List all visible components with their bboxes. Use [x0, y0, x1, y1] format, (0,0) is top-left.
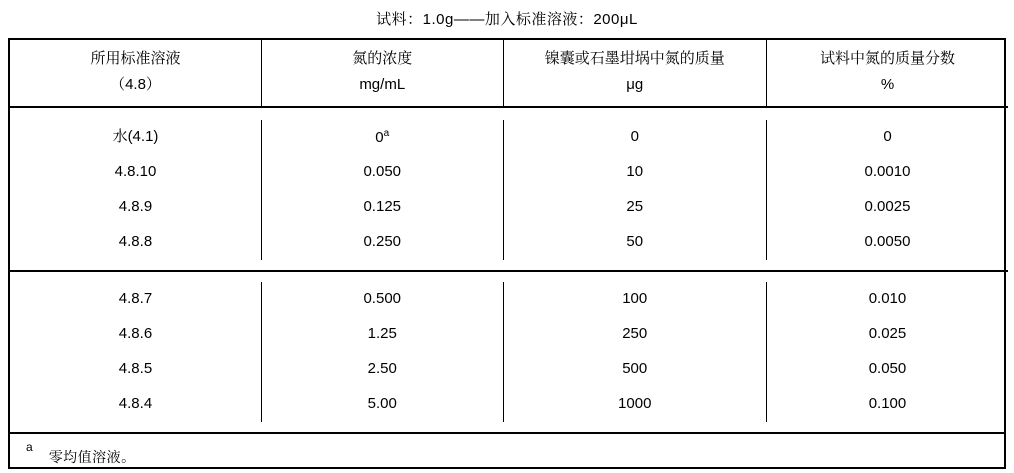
spacer-cell [261, 271, 503, 282]
header-line-2: （4.8） [110, 76, 161, 94]
table-row [10, 282, 1008, 317]
footnote-ref: a [383, 127, 390, 139]
cell-nitrogen-mass: 25 [503, 190, 766, 225]
header-line-1: 试料中氮的质量分数 [819, 50, 955, 67]
spacer-cell [10, 271, 261, 282]
cell-concentration: 0.250 [261, 225, 503, 260]
spacer-cell [766, 422, 1008, 432]
table-row [10, 120, 1008, 155]
data-table-container [8, 38, 1006, 469]
spacer-cell [261, 260, 503, 270]
cell-mass-fraction: 0.100 [868, 395, 907, 413]
cell-standard-solution: 4.8.10 [10, 155, 261, 190]
spacer-cell [261, 422, 503, 432]
table-row [10, 352, 1008, 387]
cell-concentration: 0.125 [261, 190, 503, 225]
header-cell-nitrogen-mass [503, 40, 766, 107]
table-row [10, 155, 1008, 190]
cell-mass-fraction: 0.010 [868, 290, 907, 308]
cell-nitrogen-mass: 1000 [503, 387, 766, 422]
header-line-2: mg/mL [359, 76, 406, 94]
spacer-row [10, 422, 1008, 432]
table-row [10, 225, 1008, 260]
spacer-row [10, 271, 1008, 282]
cell-standard-solution: 4.8.5 [10, 352, 261, 387]
spacer-cell [10, 107, 261, 120]
spacer-cell [503, 260, 766, 270]
cell-value: 0 [375, 128, 384, 146]
header-line-2: μg [626, 76, 644, 94]
spacer-cell [766, 271, 1008, 282]
header-cell-mass-fraction [766, 40, 1008, 107]
cell-concentration [261, 120, 503, 155]
table-row [10, 317, 1008, 352]
table-row [10, 387, 1008, 422]
cell-standard-solution: 4.8.9 [10, 190, 261, 225]
cell-standard-solution: 4.8.4 [10, 387, 261, 422]
cell-concentration: 0.050 [261, 155, 503, 190]
header-cell-standard-solution [10, 40, 261, 107]
cell-nitrogen-mass: 250 [503, 317, 766, 352]
cell-mass-fraction: 0.050 [868, 360, 907, 378]
header-cell-nitrogen-concentration [261, 40, 503, 107]
cell-standard-solution: 水(4.1) [10, 120, 261, 155]
cell-concentration: 2.50 [261, 352, 503, 387]
spacer-cell [766, 260, 1008, 270]
spacer-cell [503, 107, 766, 120]
header-line-1: 镍囊或石墨坩埚中氮的质量 [544, 50, 725, 67]
cell-nitrogen-mass: 100 [503, 282, 766, 317]
spacer-cell [503, 271, 766, 282]
cell-mass-fraction: 0 [883, 128, 892, 146]
cell-standard-solution: 4.8.8 [10, 225, 261, 260]
table-header-row [10, 40, 1008, 107]
spacer-row [10, 107, 1008, 120]
cell-concentration: 0.500 [261, 282, 503, 317]
header-line-1: 所用标准溶液 [90, 50, 181, 67]
cell-standard-solution: 4.8.7 [10, 282, 261, 317]
cell-nitrogen-mass: 10 [503, 155, 766, 190]
table-row [10, 190, 1008, 225]
cell-concentration: 1.25 [261, 317, 503, 352]
spacer-cell [261, 107, 503, 120]
table-footnote [10, 432, 1004, 468]
cell-nitrogen-mass: 0 [503, 120, 766, 155]
data-table [10, 40, 1008, 432]
header-line-2: % [880, 76, 895, 94]
spacer-cell [766, 107, 1008, 120]
spacer-cell [10, 260, 261, 270]
cell-mass-fraction: 0.0050 [864, 233, 911, 251]
cell-standard-solution: 4.8.6 [10, 317, 261, 352]
table-caption: 试料：1.0g——加入标准溶液：200μL [376, 11, 638, 28]
cell-mass-fraction: 0.025 [868, 325, 907, 343]
spacer-cell [503, 422, 766, 432]
cell-nitrogen-mass: 500 [503, 352, 766, 387]
header-line-1: 氮的浓度 [352, 50, 413, 67]
spacer-cell [10, 422, 261, 432]
footnote-marker: a [26, 439, 33, 454]
cell-nitrogen-mass: 50 [503, 225, 766, 260]
footnote-text: 零均值溶液。 [48, 449, 136, 466]
cell-mass-fraction: 0.0010 [864, 163, 911, 181]
cell-concentration: 5.00 [261, 387, 503, 422]
spacer-row [10, 260, 1008, 270]
cell-mass-fraction: 0.0025 [864, 198, 911, 216]
